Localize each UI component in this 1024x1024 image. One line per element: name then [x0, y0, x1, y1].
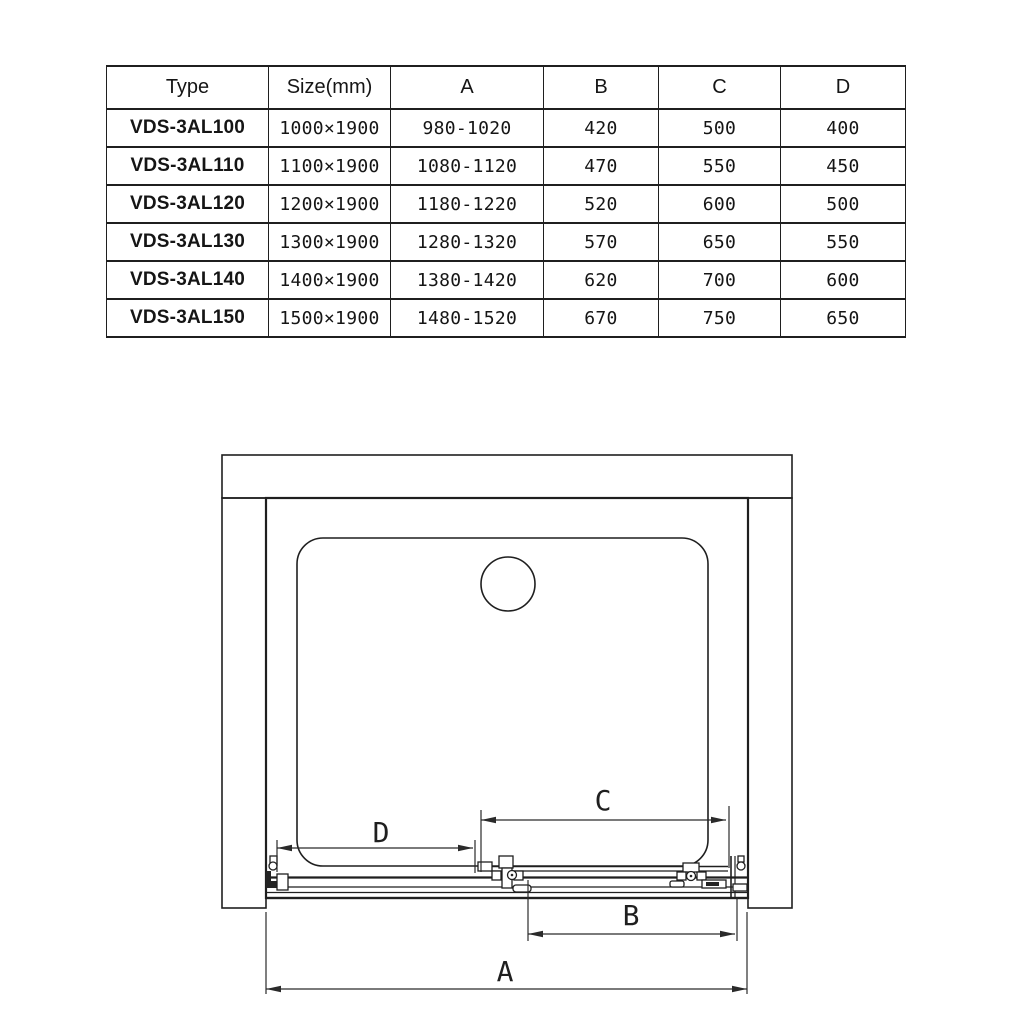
table-row: [107, 261, 906, 299]
brick-wall-right: [748, 498, 792, 908]
table-row: [107, 109, 906, 147]
dimension-value-cell: 1400×1900: [269, 261, 391, 299]
dimension-value-cell: 600: [781, 261, 906, 299]
dimension-value-cell: 1300×1900: [269, 223, 391, 261]
brick-wall: [222, 455, 792, 908]
dimension-value-cell: 1380-1420: [391, 261, 544, 299]
dimension-value-cell: 1200×1900: [269, 185, 391, 223]
dimension-value-cell: 600: [659, 185, 781, 223]
dimension-label-b: B: [622, 899, 640, 932]
dimension-value-cell: 650: [781, 299, 906, 337]
dimension-b: [528, 880, 737, 941]
dimension-value-cell: 1080-1120: [391, 147, 544, 185]
dimension-value-cell: 520: [544, 185, 659, 223]
dimension-c: [481, 784, 729, 872]
dimension-value-cell: 400: [781, 109, 906, 147]
dimension-value-cell: 420: [544, 109, 659, 147]
column-header: C: [659, 66, 781, 109]
shower-tray: [297, 538, 708, 866]
column-header: D: [781, 66, 906, 109]
dimension-value-cell: 620: [544, 261, 659, 299]
dimension-value-cell: 550: [659, 147, 781, 185]
spec-table-header-row: [107, 66, 906, 109]
drain-circle: [481, 557, 535, 611]
model-type-cell: VDS-3AL140: [107, 261, 269, 299]
dimension-label-a: A: [496, 955, 514, 988]
dimension-value-cell: 450: [781, 147, 906, 185]
column-header: Type: [107, 66, 269, 109]
model-type-cell: VDS-3AL110: [107, 147, 269, 185]
table-row: [107, 223, 906, 261]
dimension-value-cell: 500: [659, 109, 781, 147]
spec-table: [106, 65, 906, 338]
dimension-label-c: C: [594, 784, 612, 817]
dimension-value-cell: 1180-1220: [391, 185, 544, 223]
dimension-value-cell: 980-1020: [391, 109, 544, 147]
dimension-value-cell: 1280-1320: [391, 223, 544, 261]
dimension-value-cell: 570: [544, 223, 659, 261]
dimension-value-cell: 670: [544, 299, 659, 337]
brick-wall-top: [222, 455, 792, 498]
column-header: B: [544, 66, 659, 109]
model-type-cell: VDS-3AL150: [107, 299, 269, 337]
dimension-d: [277, 816, 475, 873]
brick-wall-left: [222, 498, 266, 908]
dimension-value-cell: 650: [659, 223, 781, 261]
door-end-cap: [478, 862, 492, 871]
dimension-label-d: D: [372, 816, 390, 849]
dimension-value-cell: 500: [781, 185, 906, 223]
shower-enclosure-outline: [266, 498, 748, 898]
table-row: [107, 299, 906, 337]
table-row: [107, 185, 906, 223]
dimension-a: [266, 912, 747, 994]
table-row: [107, 147, 906, 185]
model-type-cell: VDS-3AL100: [107, 109, 269, 147]
dimension-value-cell: 750: [659, 299, 781, 337]
model-type-cell: VDS-3AL130: [107, 223, 269, 261]
dimension-value-cell: 550: [781, 223, 906, 261]
dimension-value-cell: 470: [544, 147, 659, 185]
dimension-value-cell: 1480-1520: [391, 299, 544, 337]
column-header: A: [391, 66, 544, 109]
dimension-value-cell: 1500×1900: [269, 299, 391, 337]
dimension-value-cell: 1100×1900: [269, 147, 391, 185]
model-type-cell: VDS-3AL120: [107, 185, 269, 223]
dimension-value-cell: 700: [659, 261, 781, 299]
column-header: Size(mm): [269, 66, 391, 109]
dimension-value-cell: 1000×1900: [269, 109, 391, 147]
